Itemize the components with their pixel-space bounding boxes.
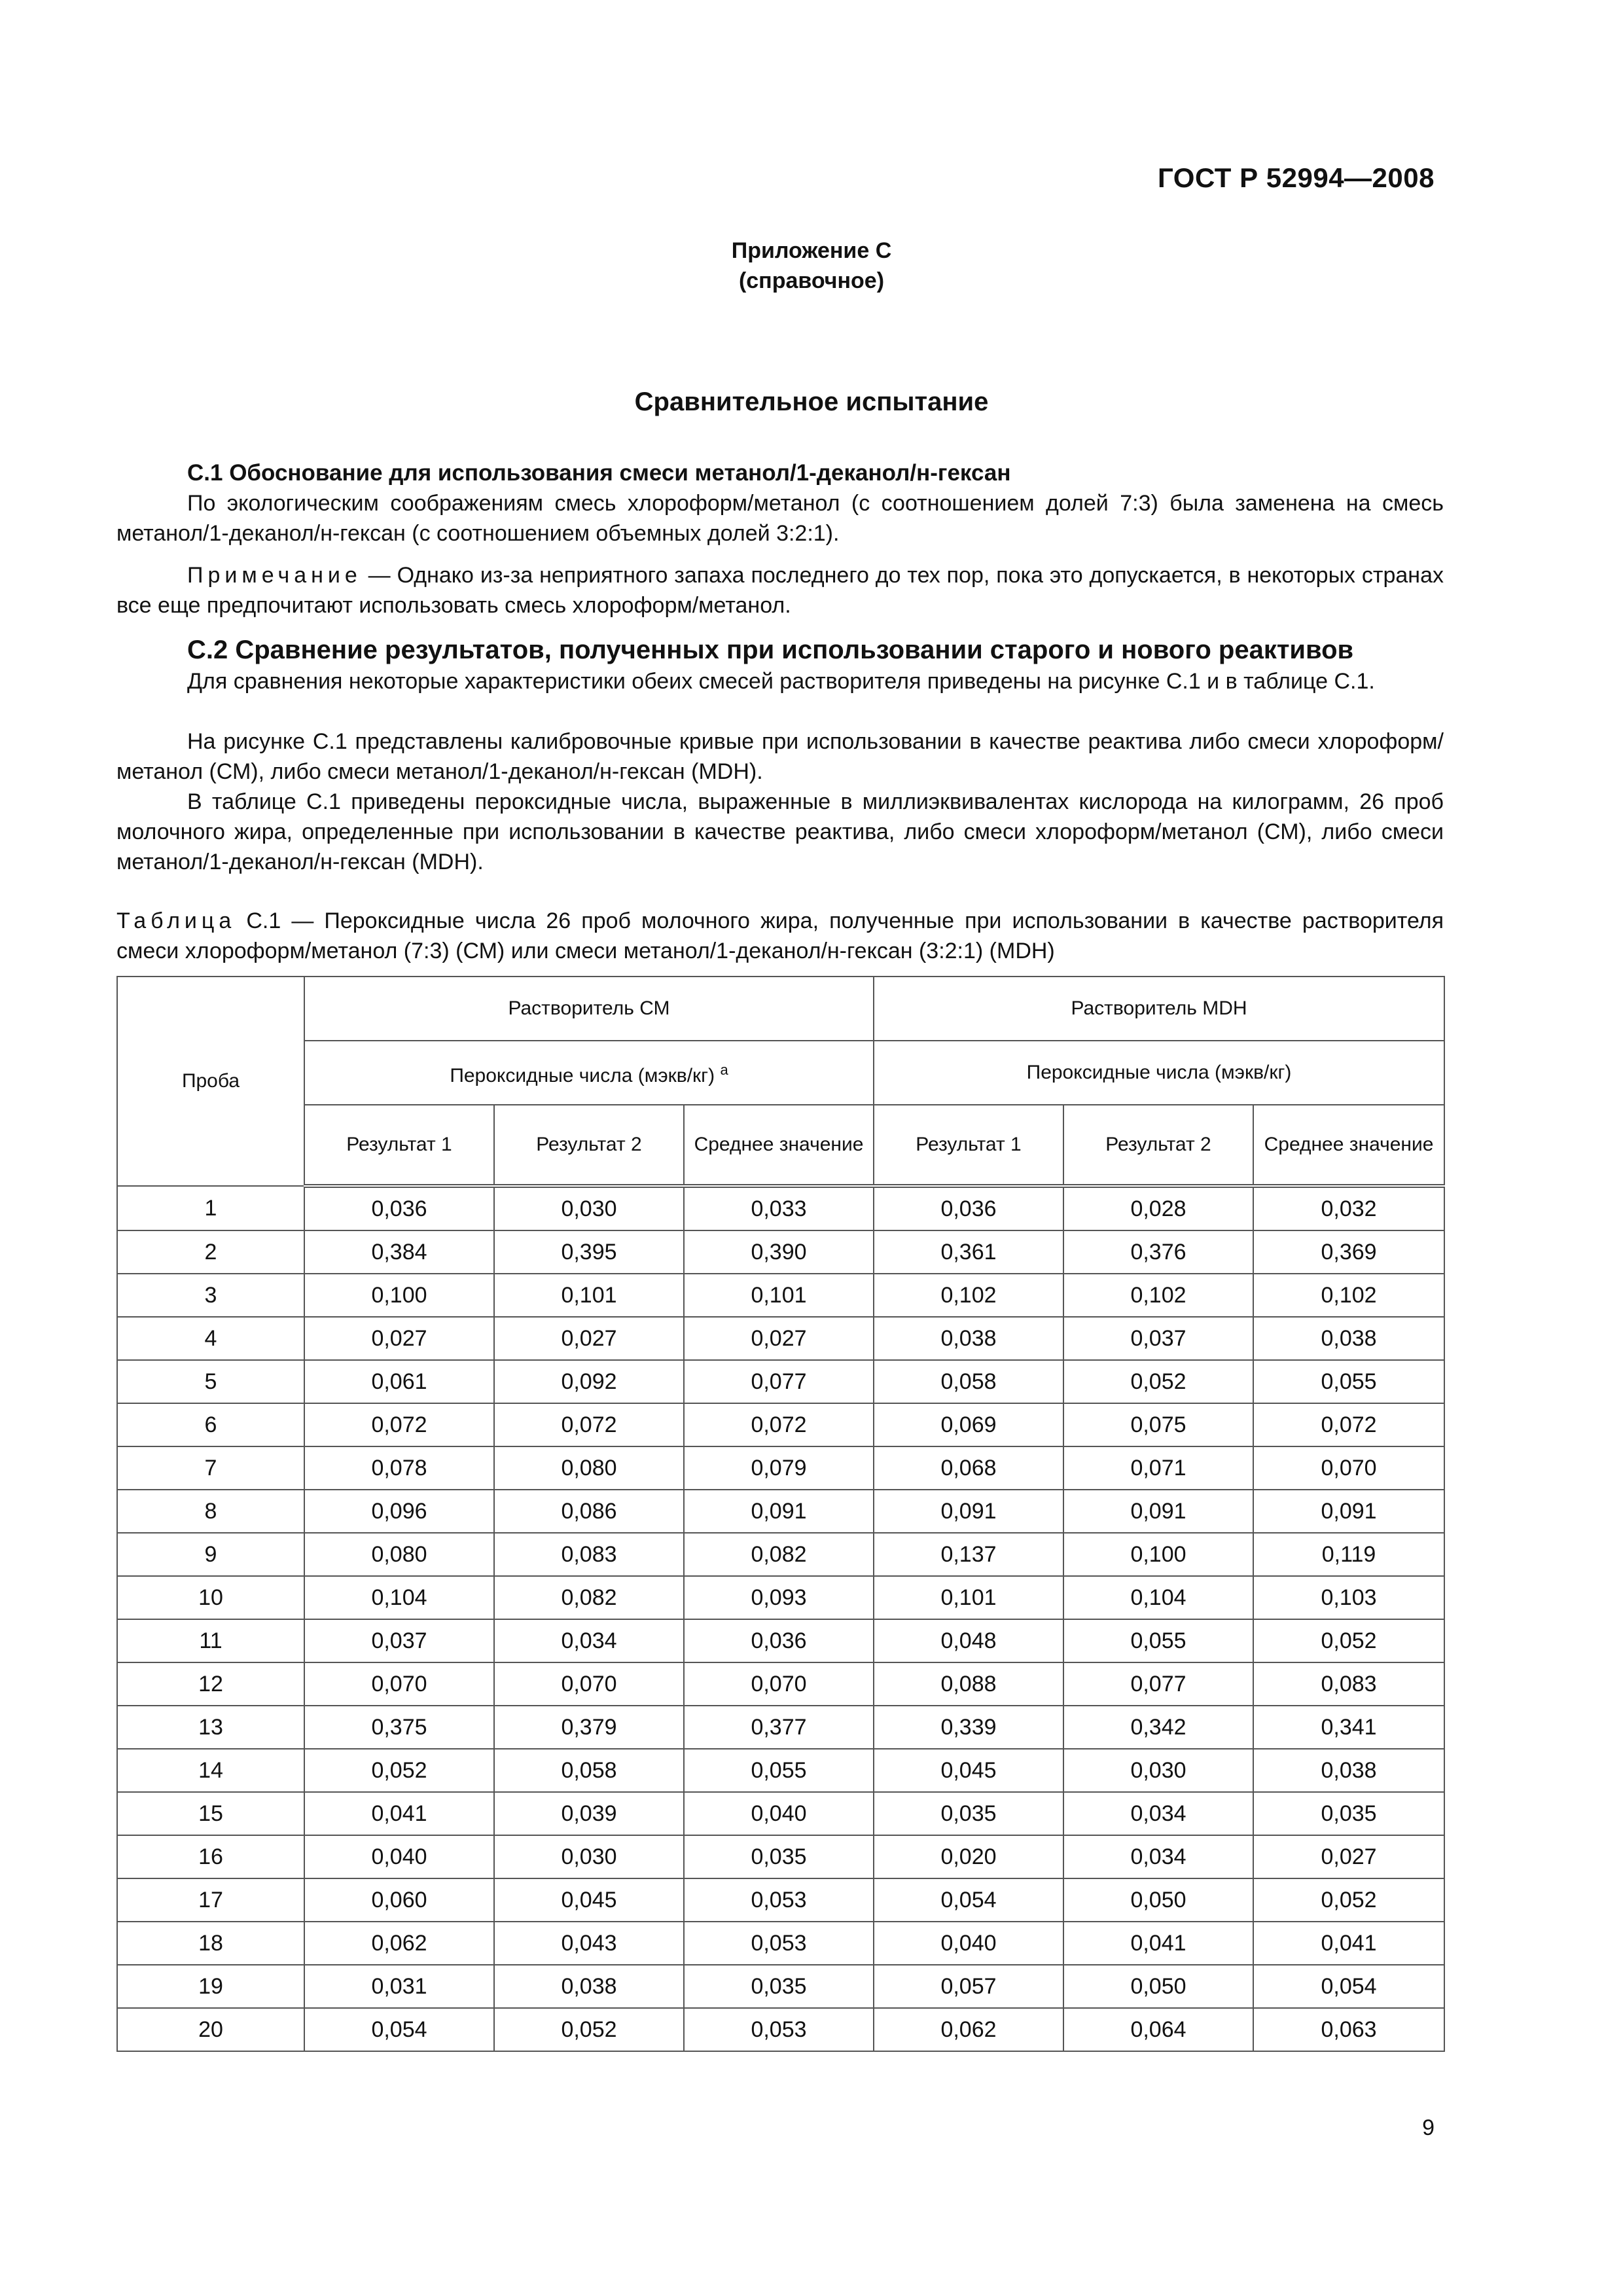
table-row (117, 1490, 1444, 1533)
cell-sample: 15 (117, 1792, 304, 1835)
header-solvent-cm: Растворитель СМ (304, 977, 874, 1041)
cell-cm-result-1: 0,061 (304, 1360, 494, 1403)
cell-mdh-result-1: 0,058 (874, 1360, 1063, 1403)
table-row (117, 1403, 1444, 1446)
header-sample: Проба (117, 977, 304, 1186)
cell-cm-average: 0,093 (684, 1576, 874, 1619)
cell-mdh-result-2: 0,342 (1063, 1706, 1253, 1749)
cell-cm-result-2: 0,052 (494, 2008, 684, 2051)
header-mdh-result-2: Результат 2 (1063, 1105, 1253, 1186)
cell-mdh-average: 0,035 (1253, 1792, 1444, 1835)
cell-cm-average: 0,377 (684, 1706, 874, 1749)
section-2-paragraph-1: Для сравнения некоторые характеристики обеих смесей растворителя приведены на рисунке С.1 и в таблице С.1. (187, 669, 1375, 694)
header-cm-average: Среднее значение (684, 1105, 874, 1186)
table-row (117, 1706, 1444, 1749)
cell-cm-result-2: 0,045 (494, 1878, 684, 1922)
cell-mdh-average: 0,032 (1253, 1186, 1444, 1230)
cell-mdh-result-2: 0,030 (1063, 1749, 1253, 1792)
cell-mdh-average: 0,102 (1253, 1274, 1444, 1317)
section-1-paragraph: По экологическим соображениям смесь хлороформ/метанол (с соотношением долей 7:3) была заменена на смесь метанол/1-деканол/н-гексан (с соотношением объемных долей 3:2:1). (116, 491, 1444, 546)
table-row (117, 1749, 1444, 1792)
cell-mdh-result-1: 0,361 (874, 1230, 1063, 1274)
cell-cm-average: 0,036 (684, 1619, 874, 1662)
cell-mdh-result-1: 0,045 (874, 1749, 1063, 1792)
cell-mdh-average: 0,070 (1253, 1446, 1444, 1490)
table-row (117, 1230, 1444, 1274)
cell-mdh-result-1: 0,048 (874, 1619, 1063, 1662)
cell-mdh-average: 0,341 (1253, 1706, 1444, 1749)
cell-cm-result-1: 0,070 (304, 1662, 494, 1706)
cell-mdh-result-2: 0,028 (1063, 1186, 1253, 1230)
cell-cm-result-2: 0,092 (494, 1360, 684, 1403)
cell-mdh-result-2: 0,075 (1063, 1403, 1253, 1446)
cell-cm-average: 0,082 (684, 1533, 874, 1576)
cell-cm-average: 0,040 (684, 1792, 874, 1835)
cell-cm-result-2: 0,080 (494, 1446, 684, 1490)
cell-sample: 16 (117, 1835, 304, 1878)
header-peroxide-cm-text: Пероксидные числа (мэкв/кг) (450, 1064, 715, 1086)
note-label: Примечание (187, 563, 362, 588)
cell-cm-result-2: 0,039 (494, 1792, 684, 1835)
table-row (117, 1533, 1444, 1576)
cell-cm-result-1: 0,104 (304, 1576, 494, 1619)
table-row (117, 1360, 1444, 1403)
cell-cm-average: 0,390 (684, 1230, 874, 1274)
note-text: — Однако из-за неприятного запаха последнего до тех пор, пока это допускается, в некоторых странах все еще предпочитают использовать смесь хлороформ/метанол. (116, 563, 1444, 618)
cell-mdh-result-1: 0,035 (874, 1792, 1063, 1835)
table-row (117, 1576, 1444, 1619)
cell-cm-result-2: 0,038 (494, 1965, 684, 2008)
cell-cm-result-1: 0,375 (304, 1706, 494, 1749)
cell-cm-result-2: 0,030 (494, 1835, 684, 1878)
cell-mdh-result-2: 0,102 (1063, 1274, 1253, 1317)
cell-mdh-result-1: 0,069 (874, 1403, 1063, 1446)
cell-cm-result-1: 0,384 (304, 1230, 494, 1274)
table-row (117, 1965, 1444, 2008)
cell-sample: 2 (117, 1230, 304, 1274)
cell-cm-result-2: 0,043 (494, 1922, 684, 1965)
cell-cm-average: 0,053 (684, 1922, 874, 1965)
cell-cm-result-1: 0,031 (304, 1965, 494, 2008)
cell-mdh-result-2: 0,071 (1063, 1446, 1253, 1490)
cell-sample: 17 (117, 1878, 304, 1922)
header-solvent-mdh: Растворитель MDH (874, 977, 1444, 1041)
cell-mdh-result-1: 0,137 (874, 1533, 1063, 1576)
section-1-note (116, 560, 1444, 620)
cell-mdh-result-1: 0,088 (874, 1662, 1063, 1706)
appendix-heading (0, 236, 1623, 296)
cell-cm-average: 0,091 (684, 1490, 874, 1533)
cell-cm-result-2: 0,027 (494, 1317, 684, 1360)
cell-mdh-average: 0,052 (1253, 1878, 1444, 1922)
cell-sample: 11 (117, 1619, 304, 1662)
cell-mdh-result-1: 0,040 (874, 1922, 1063, 1965)
cell-cm-average: 0,055 (684, 1749, 874, 1792)
cell-sample: 7 (117, 1446, 304, 1490)
cell-sample: 6 (117, 1403, 304, 1446)
cell-mdh-result-2: 0,077 (1063, 1662, 1253, 1706)
table-row (117, 1317, 1444, 1360)
cell-sample: 12 (117, 1662, 304, 1706)
cell-cm-result-1: 0,036 (304, 1186, 494, 1230)
cell-mdh-result-2: 0,050 (1063, 1965, 1253, 2008)
cell-mdh-result-1: 0,091 (874, 1490, 1063, 1533)
cell-mdh-result-1: 0,057 (874, 1965, 1063, 2008)
cell-cm-result-2: 0,070 (494, 1662, 684, 1706)
page-title: Сравнительное испытание (634, 387, 989, 416)
cell-mdh-result-1: 0,062 (874, 2008, 1063, 2051)
cell-cm-result-1: 0,037 (304, 1619, 494, 1662)
cell-sample: 8 (117, 1490, 304, 1533)
cell-mdh-result-2: 0,376 (1063, 1230, 1253, 1274)
cell-mdh-result-2: 0,050 (1063, 1878, 1253, 1922)
cell-mdh-result-2: 0,052 (1063, 1360, 1253, 1403)
cell-cm-result-1: 0,027 (304, 1317, 494, 1360)
footnote-marker: а (720, 1061, 728, 1078)
cell-mdh-average: 0,103 (1253, 1576, 1444, 1619)
page-number: 9 (1422, 2115, 1435, 2140)
cell-mdh-result-1: 0,020 (874, 1835, 1063, 1878)
cell-cm-average: 0,035 (684, 1965, 874, 2008)
cell-sample: 4 (117, 1317, 304, 1360)
cell-mdh-average: 0,038 (1253, 1749, 1444, 1792)
table-row (117, 1274, 1444, 1317)
cell-mdh-average: 0,041 (1253, 1922, 1444, 1965)
cell-cm-average: 0,035 (684, 1835, 874, 1878)
cell-sample: 3 (117, 1274, 304, 1317)
cell-sample: 10 (117, 1576, 304, 1619)
cell-cm-average: 0,101 (684, 1274, 874, 1317)
cell-mdh-result-2: 0,037 (1063, 1317, 1253, 1360)
cell-cm-average: 0,027 (684, 1317, 874, 1360)
header-cm-result-1: Результат 1 (304, 1105, 494, 1186)
header-peroxide-cm (304, 1041, 874, 1105)
cell-cm-result-1: 0,041 (304, 1792, 494, 1835)
cell-sample: 13 (117, 1706, 304, 1749)
header-mdh-average: Среднее значение (1253, 1105, 1444, 1186)
cell-mdh-average: 0,083 (1253, 1662, 1444, 1706)
section-1-title: С.1 Обоснование для использования смеси метанол/1-деканол/н-гексан (187, 460, 1011, 486)
cell-mdh-result-1: 0,101 (874, 1576, 1063, 1619)
header-mdh-result-1: Результат 1 (874, 1105, 1063, 1186)
cell-cm-result-2: 0,082 (494, 1576, 684, 1619)
cell-mdh-result-2: 0,041 (1063, 1922, 1253, 1965)
cell-mdh-result-2: 0,034 (1063, 1792, 1253, 1835)
cell-mdh-average: 0,072 (1253, 1403, 1444, 1446)
cell-cm-average: 0,033 (684, 1186, 874, 1230)
cell-mdh-result-1: 0,339 (874, 1706, 1063, 1749)
cell-cm-result-1: 0,052 (304, 1749, 494, 1792)
standard-number: ГОСТ Р 52994—2008 (1158, 162, 1435, 193)
cell-mdh-average: 0,052 (1253, 1619, 1444, 1662)
cell-cm-result-1: 0,096 (304, 1490, 494, 1533)
cell-mdh-result-1: 0,102 (874, 1274, 1063, 1317)
cell-mdh-average: 0,054 (1253, 1965, 1444, 2008)
cell-cm-average: 0,053 (684, 2008, 874, 2051)
cell-cm-average: 0,077 (684, 1360, 874, 1403)
cell-sample: 14 (117, 1749, 304, 1792)
cell-mdh-result-1: 0,038 (874, 1317, 1063, 1360)
cell-mdh-result-2: 0,055 (1063, 1619, 1253, 1662)
cell-cm-average: 0,053 (684, 1878, 874, 1922)
table-row (117, 1835, 1444, 1878)
cell-cm-average: 0,070 (684, 1662, 874, 1706)
cell-mdh-average: 0,369 (1253, 1230, 1444, 1274)
table-row (117, 1878, 1444, 1922)
cell-cm-result-2: 0,086 (494, 1490, 684, 1533)
cell-sample: 9 (117, 1533, 304, 1576)
cell-sample: 5 (117, 1360, 304, 1403)
cell-cm-result-1: 0,072 (304, 1403, 494, 1446)
table-row (117, 1446, 1444, 1490)
cell-mdh-average: 0,063 (1253, 2008, 1444, 2051)
cell-cm-result-1: 0,040 (304, 1835, 494, 1878)
table-row (117, 1922, 1444, 1965)
cell-cm-result-1: 0,060 (304, 1878, 494, 1922)
cell-cm-result-2: 0,058 (494, 1749, 684, 1792)
section-2-paragraph-3: В таблице С.1 приведены пероксидные числа, выраженные в миллиэквивалентах кислорода на килограмм, 26 проб молочного жира, определенные при использовании в качестве реактива, либо смеси хлороформ/метанол (СМ), либо смеси метанол/1-деканол/н-гексан (MDH). (116, 789, 1444, 874)
cell-cm-result-2: 0,395 (494, 1230, 684, 1274)
cell-cm-result-2: 0,101 (494, 1274, 684, 1317)
cell-cm-result-1: 0,062 (304, 1922, 494, 1965)
cell-sample: 20 (117, 2008, 304, 2051)
cell-mdh-result-1: 0,054 (874, 1878, 1063, 1922)
section-2-title: С.2 Сравнение результатов, полученных при использовании старого и нового реактивов (187, 636, 1354, 664)
header-peroxide-mdh: Пероксидные числа (мэкв/кг) (874, 1041, 1444, 1105)
cell-mdh-average: 0,119 (1253, 1533, 1444, 1576)
cell-mdh-result-1: 0,068 (874, 1446, 1063, 1490)
cell-cm-result-1: 0,078 (304, 1446, 494, 1490)
cell-cm-average: 0,079 (684, 1446, 874, 1490)
table-caption (116, 906, 1444, 966)
cell-cm-result-2: 0,072 (494, 1403, 684, 1446)
table-row (117, 2008, 1444, 2051)
peroxide-table (116, 976, 1445, 2052)
cell-mdh-average: 0,027 (1253, 1835, 1444, 1878)
table-row (117, 1662, 1444, 1706)
table-row (117, 1619, 1444, 1662)
cell-mdh-result-2: 0,034 (1063, 1835, 1253, 1878)
cell-mdh-average: 0,055 (1253, 1360, 1444, 1403)
cell-cm-result-1: 0,080 (304, 1533, 494, 1576)
cell-mdh-result-1: 0,036 (874, 1186, 1063, 1230)
cell-sample: 1 (117, 1186, 304, 1230)
cell-mdh-average: 0,091 (1253, 1490, 1444, 1533)
table-body (117, 1186, 1444, 2051)
cell-cm-result-2: 0,083 (494, 1533, 684, 1576)
appendix-title: Приложение С (731, 238, 892, 263)
table-row (117, 1186, 1444, 1230)
cell-cm-average: 0,072 (684, 1403, 874, 1446)
cell-mdh-result-2: 0,104 (1063, 1576, 1253, 1619)
cell-cm-result-1: 0,054 (304, 2008, 494, 2051)
appendix-subtitle: (справочное) (738, 268, 885, 293)
cell-cm-result-2: 0,030 (494, 1186, 684, 1230)
cell-mdh-result-2: 0,064 (1063, 2008, 1253, 2051)
cell-cm-result-2: 0,034 (494, 1619, 684, 1662)
cell-cm-result-1: 0,100 (304, 1274, 494, 1317)
cell-mdh-result-2: 0,091 (1063, 1490, 1253, 1533)
cell-sample: 18 (117, 1922, 304, 1965)
cell-mdh-result-2: 0,100 (1063, 1533, 1253, 1576)
header-cm-result-2: Результат 2 (494, 1105, 684, 1186)
cell-mdh-average: 0,038 (1253, 1317, 1444, 1360)
table-row (117, 1792, 1444, 1835)
table-caption-text: С.1 — Пероксидные числа 26 проб молочного жира, полученные при использовании в качестве растворителя смеси хлороформ/метанол (7:3) (СМ) или смеси метанол/1-деканол/н-гексан (3:2:1) (MDH) (116, 908, 1444, 963)
cell-sample: 19 (117, 1965, 304, 2008)
cell-cm-result-2: 0,379 (494, 1706, 684, 1749)
table-caption-label: Таблица (116, 908, 236, 933)
section-2-paragraph-2: На рисунке С.1 представлены калибровочные кривые при использовании в качестве реактива либо смеси хлороформ/метанол (СМ), либо смеси метанол/1-деканол/н-гексан (MDH). (116, 729, 1444, 784)
